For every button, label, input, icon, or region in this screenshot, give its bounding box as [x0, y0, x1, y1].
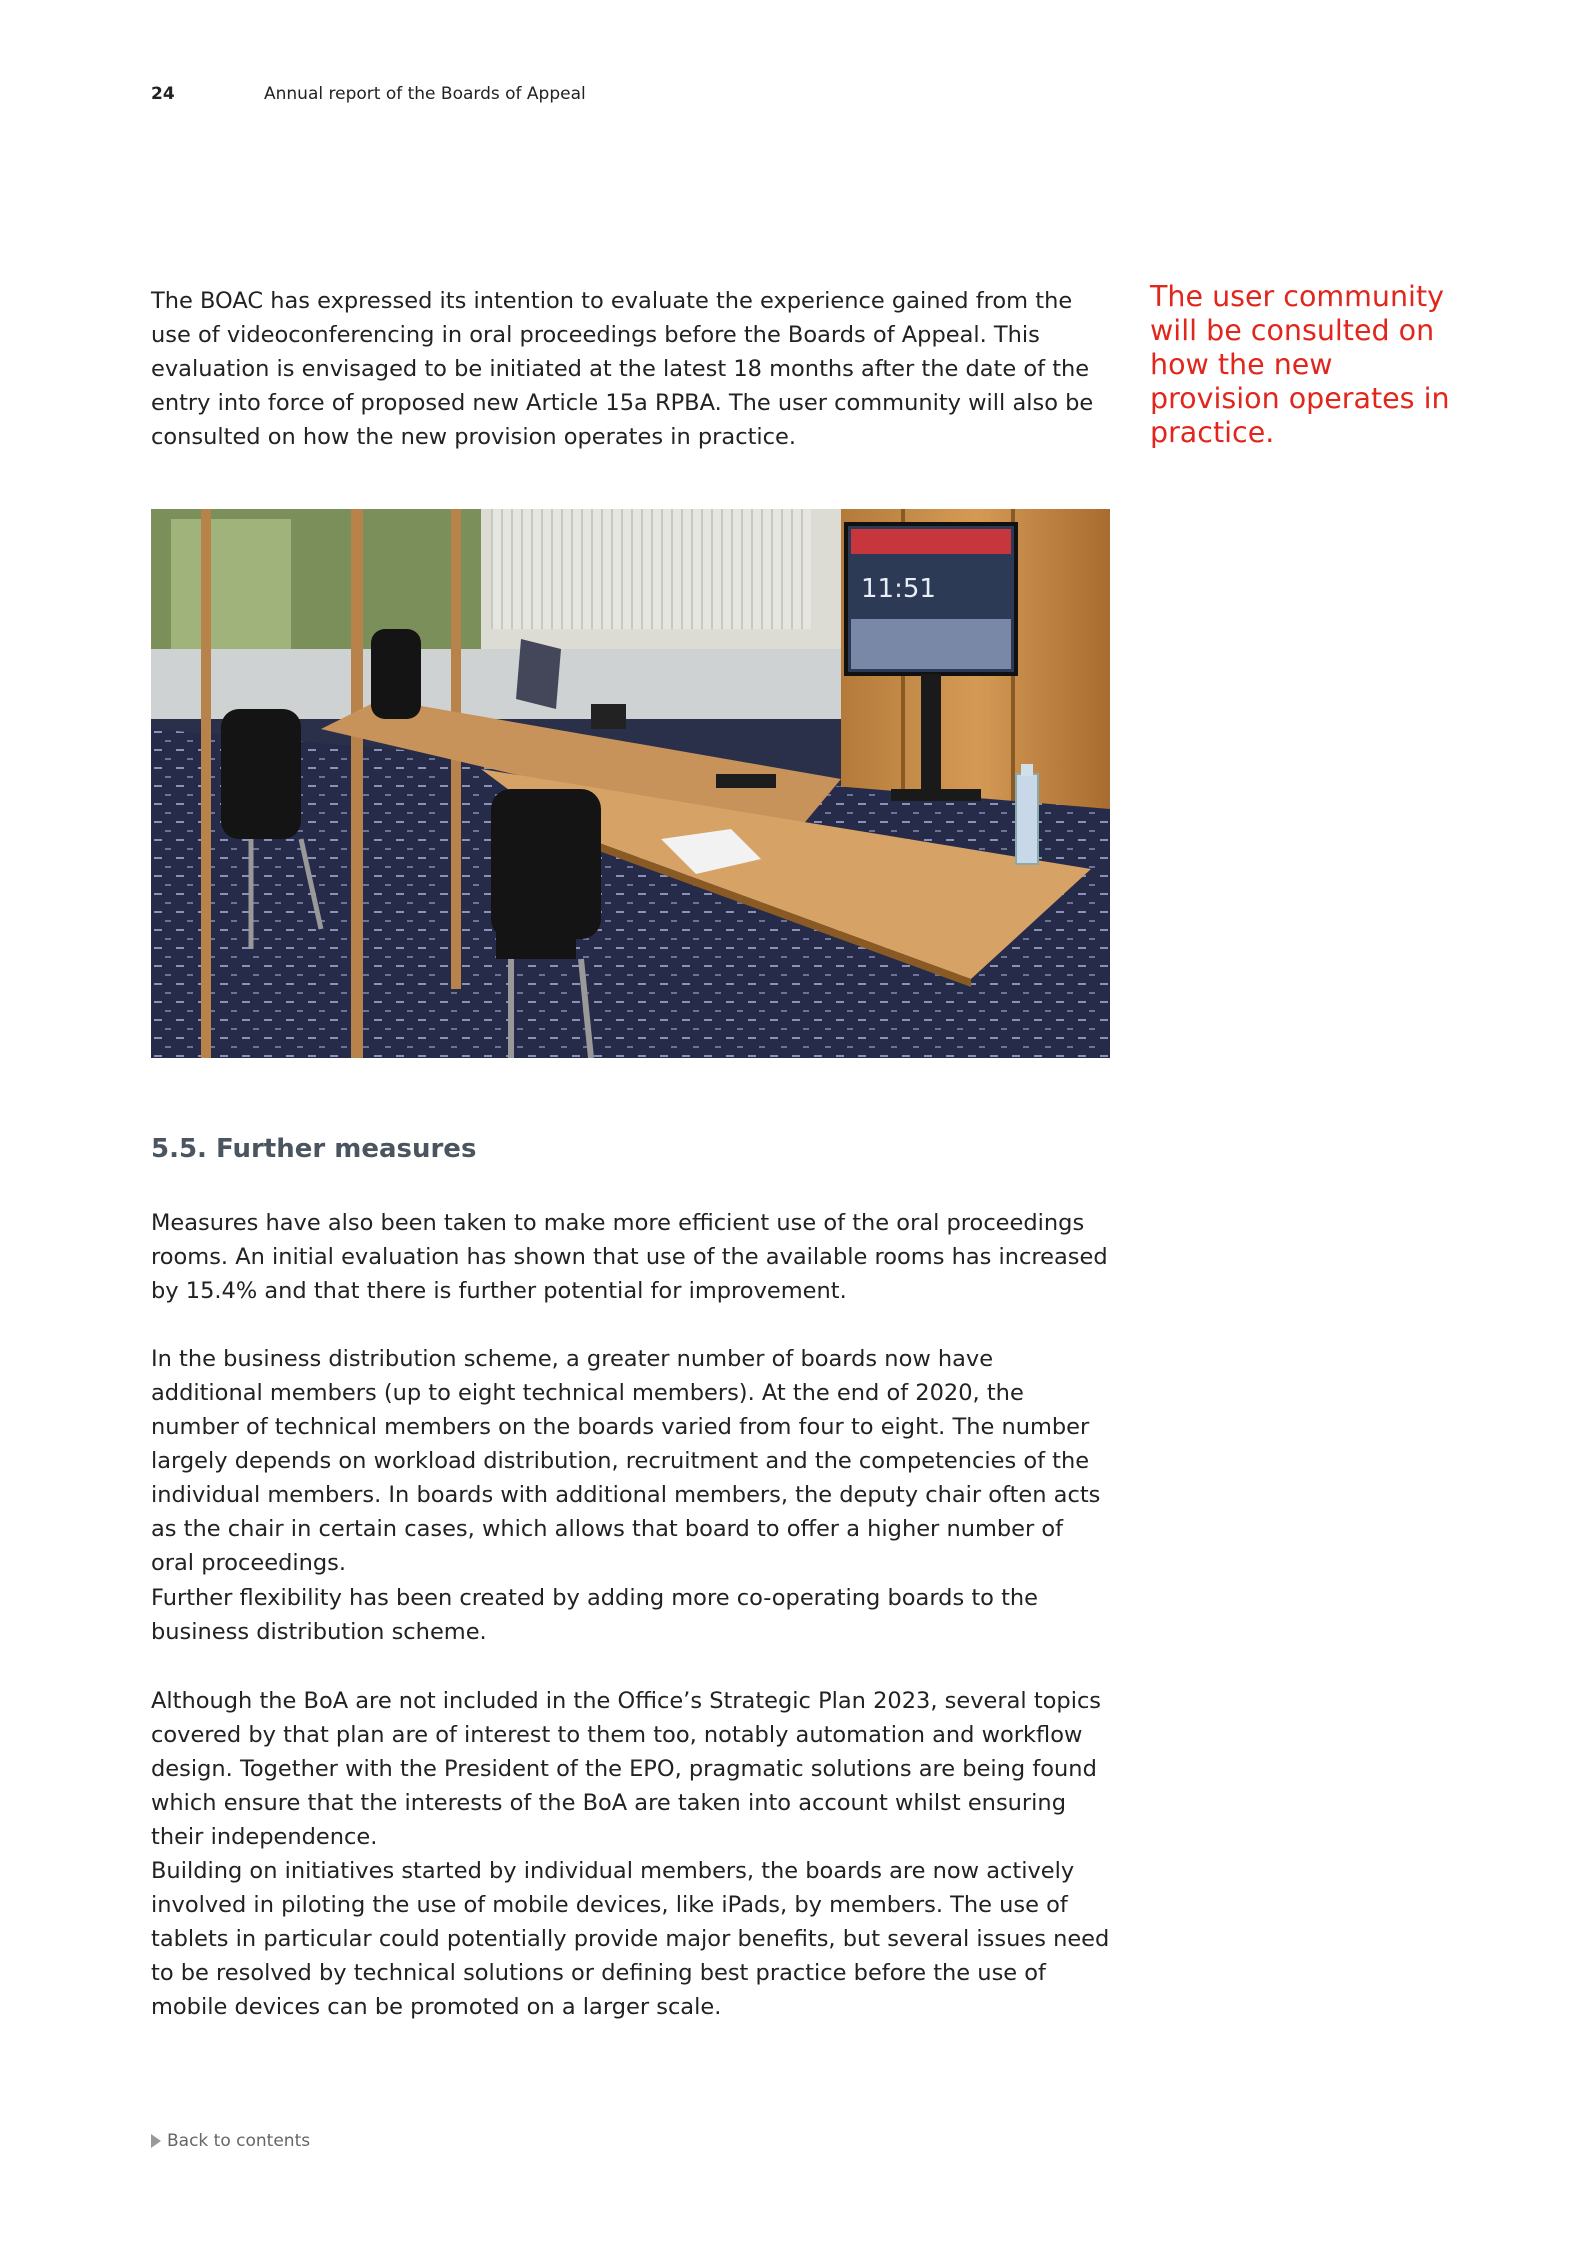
monitor-clock: 11:51: [861, 574, 936, 604]
courtroom-photo: [151, 509, 1110, 1058]
back-to-contents-label: Back to contents: [167, 2131, 311, 2151]
section-paragraph-1: Measures have also been taken to make more efficient use of the oral proceedings rooms. An initial evaluation has shown that use of the available rooms has increased by 15.4% and that there is further potential for improvement.: [151, 1210, 1108, 1304]
page-number: 24: [151, 84, 175, 104]
running-title: Annual report of the Boards of Appeal: [264, 84, 586, 104]
play-arrow-icon: [151, 2134, 161, 2148]
section-paragraph-3: Further flexibility has been created by adding more co-operating boards to the business distribution scheme.: [151, 1585, 1039, 1645]
section-paragraph-5: Building on initiatives started by individual members, the boards are now actively involved in piloting the use of mobile devices, like iPads, by members. The use of tablets in particular could potentially provide major benefits, but several issues need to be resolved by technical solutions or defining best practice before the use of mobile devices can be promoted on a larger scale.: [151, 1858, 1110, 2020]
section-paragraph-4: Although the BoA are not included in the Office’s Strategic Plan 2023, several topics covered by that plan are of interest to them too, notably automation and workflow design. Together with the President of the EPO, pragmatic solutions are being found which ensure that the interests of the BoA are taken into account whilst ensuring their independence.: [151, 1688, 1102, 1850]
back-to-contents-link[interactable]: [151, 2131, 310, 2151]
intro-paragraph: The BOAC has expressed its intention to evaluate the experience gained from the use of videoconferencing in oral proceedings before the Boards of Appeal. This evaluation is envisaged to be initiated at the latest 18 months after the date of the entry into force of proposed new Article 15a RPBA. The user community will also be consulted on how the new provision operates in practice.: [151, 288, 1094, 450]
pullquote: The user community will be consulted on how the new provision operates in practice.: [1150, 280, 1450, 449]
section-paragraph-2: In the business distribution scheme, a greater number of boards now have additional members (up to eight technical members). At the end of 2020, the number of technical members on the boards varied from four to eight. The number largely depends on workload distribution, recruitment and the competencies of the individual members. In boards with additional members, the deputy chair often acts as the chair in certain cases, which allows that board to offer a higher number of oral proceedings.: [151, 1346, 1101, 1576]
section-heading: 5.5. Further measures: [151, 1134, 477, 1164]
